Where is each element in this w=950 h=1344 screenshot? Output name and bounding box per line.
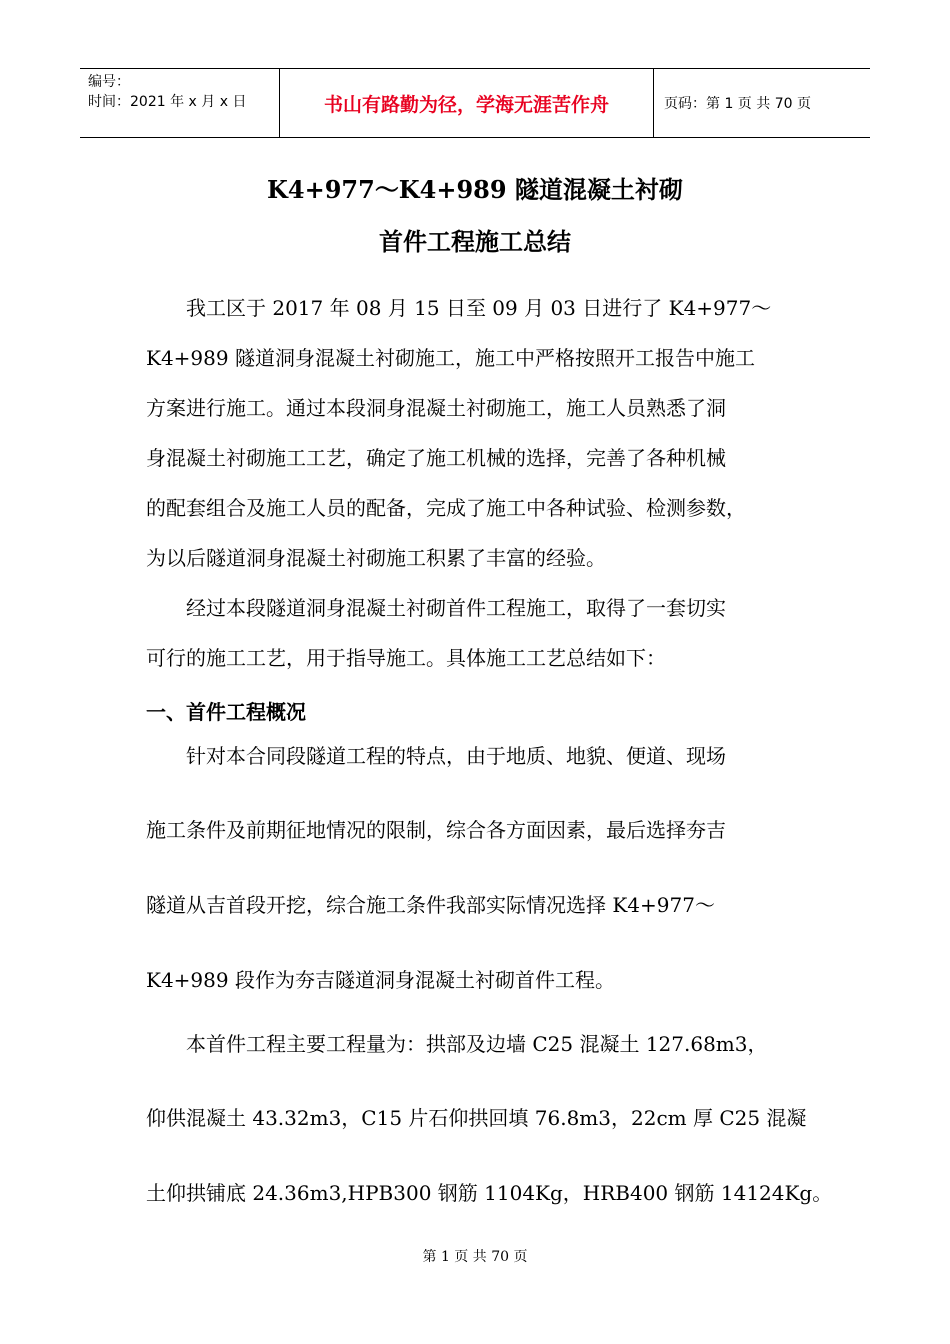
body-line: 方案进行施工。通过本段洞身混凝土衬砌施工，施工人员熟悉了洞: [146, 396, 726, 420]
body-line: 可行的施工工艺，用于指导施工。具体施工工艺总结如下：: [146, 646, 666, 670]
header-motto: 书山有路勤为径，学海无涯苦作舟: [280, 69, 654, 137]
body-line: 的配套组合及施工人员的配备，完成了施工中各种试验、检测参数，: [146, 496, 746, 520]
body-line: 经过本段隧道洞身混凝土衬砌首件工程施工，取得了一套切实: [146, 596, 726, 620]
body-line: 本首件工程主要工程量为：拱部及边墙 C25 混凝土 127.68m3，: [146, 1032, 768, 1056]
page-footer: 第 1 页 共 70 页: [422, 1249, 528, 1265]
body-line: 针对本合同段隧道工程的特点，由于地质、地貌、便道、现场: [146, 744, 726, 768]
header-date: 时间：2021 年 x 月 x 日: [88, 94, 247, 110]
header-meta: [80, 69, 280, 137]
section-heading: 一、首件工程概况: [146, 700, 306, 724]
body-line: 仰供混凝土 43.32m3，C15 片石仰拱回填 76.8m3，22cm 厚 C25 混凝: [146, 1106, 807, 1130]
body-line: K4+989 隧道洞身混凝土衬砌施工，施工中严格按照开工报告中施工: [146, 346, 755, 370]
header-number: 编号：: [88, 74, 130, 90]
title-line-2: 首件工程施工总结: [379, 227, 571, 256]
body-line: 施工条件及前期征地情况的限制，综合各方面因素，最后选择夯吉: [146, 818, 726, 842]
title-line-1: K4+977～K4+989 隧道混凝土衬砌: [267, 175, 683, 204]
document-header: [80, 68, 870, 138]
body-line: K4+989 段作为夯吉隧道洞身混凝土衬砌首件工程。: [146, 968, 615, 992]
body-line: 为以后隧道洞身混凝土衬砌施工积累了丰富的经验。: [146, 546, 606, 570]
body-line: 我工区于 2017 年 08 月 15 日至 09 月 03 日进行了 K4+977～: [146, 296, 772, 320]
body-line: 土仰拱铺底 24.36m3,HPB300 钢筋 1104Kg，HRB400 钢筋 14124Kg。: [146, 1181, 833, 1205]
header-page-info: 页码：第 1 页 共 70 页: [664, 96, 811, 112]
body-line: 身混凝土衬砌施工工艺，确定了施工机械的选择，完善了各种机械: [146, 446, 726, 470]
body-line: 隧道从吉首段开挖，综合施工条件我部实际情况选择 K4+977～: [146, 893, 715, 917]
